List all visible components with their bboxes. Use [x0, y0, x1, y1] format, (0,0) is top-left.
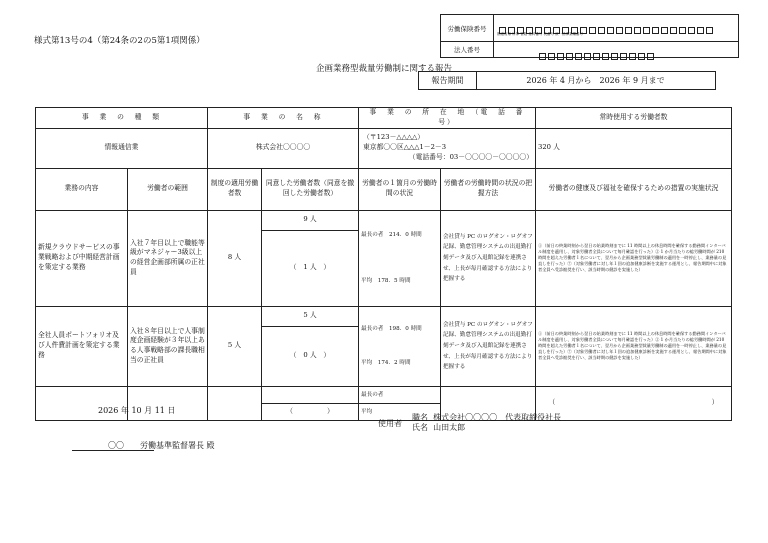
applied-count-1[interactable]: 8 人 [208, 210, 262, 306]
work-content-1[interactable]: 新規クラウドサービスの事業戦略および中期経営計画を策定する業務 [36, 210, 128, 306]
avg-hours-3[interactable]: 平均 [359, 403, 441, 420]
header-regular-workers: 常時使用する労働者数 [536, 108, 732, 129]
applied-count-3[interactable] [208, 386, 262, 420]
employer-block [412, 413, 561, 433]
applied-count-2[interactable]: 5 人 [208, 306, 262, 386]
withdrawn-count-1[interactable]: （ 1 人 ） [262, 230, 359, 306]
business-address-cell[interactable] [359, 128, 536, 168]
submission-destination[interactable]: 〇〇 労働基準監督署長 殿 [108, 441, 215, 450]
consent-count-2[interactable]: 5 人 [262, 306, 359, 326]
work-hours-cell-1[interactable] [359, 210, 441, 306]
health-measures-2[interactable]: ①（前日の終業時刻から翌日の始業時刻までに 11 時間以上の休息時間を確保する勤務間インターバル制度を適用し、対象労働者全員について毎月確認を行った）② 1 か月当たりの総労働時間が 210 時間を超えた労働者１名について、翌月から企画業務型裁量労働制の適用を一時停止し、業務量の見直しを行った）⑦（対象労働者に対し年１回の追加健康診断を実施する運用とし、報告期間中に対象者全員へ受診勧奨を行い、該当時期の健診を実施した） [536, 306, 732, 386]
header-applied-count: 制度の適用労働者数 [208, 168, 262, 210]
health-measures-1[interactable]: ①（前日の終業時刻から翌日の始業時刻までに 11 時間以上の休息時間を確保する勤務間インターバル制度を適用し、対象労働者全員について毎月確認を行った）② 1 か月当たりの総労働時間が 210 時間を超えた労働者１名について、翌月から企画業務型裁量労働制の適用を一時停止し、業務量の見直しを行った）⑦（対象労働者に対し年１回の追加健康診断を実施する運用とし、報告期間中に対象者全員へ受診勧奨を行い、該当時期の健診を実施した） [536, 210, 732, 306]
document-title: 企画業務型裁量労働制に関する報告 [315, 64, 452, 74]
grasp-method-2[interactable]: 会社貸与 PC のログオン・ログオフ記録、勤怠管理システムの出退勤打刻データ及び入退館記録を連携させ、上長が毎月確認する方法により把握する [441, 306, 536, 386]
header-work-hours: 労働者の１箇月の労働時間の状況 [359, 168, 441, 210]
header-business-type: 事 業 の 種 類 [36, 108, 208, 129]
consent-count-1[interactable]: 9 人 [262, 210, 359, 230]
max-hours-1: 最長の者 214．0 時間 [361, 232, 422, 239]
insurance-sublabels: 都道府県 所掌 管轄 基幹番号 枝番号 被一括事業場番号 [497, 32, 584, 36]
insurance-number-box [440, 14, 739, 58]
report-period-label: 報告期間 [418, 71, 477, 90]
business-name[interactable]: 株式会社〇〇〇〇 [208, 128, 359, 168]
header-consent-count: 同意した労働者数（同意を撤回した労働者数） [262, 168, 359, 210]
form-number: 様式第13号の4（第24条の2の5第1項関係） [34, 36, 205, 46]
header-worker-scope: 労働者の範囲 [128, 168, 208, 210]
employer-title-label: 職名 [412, 413, 428, 422]
consent-count-3[interactable] [262, 386, 359, 403]
grasp-method-1[interactable]: 会社貸与 PC のログオン・ログオフ記録、勤怠管理システムの出退勤打刻データ及び入退館記録を連携させ、上長が毎月確認する方法により把握する [441, 210, 536, 306]
employer-name-label: 氏名 [412, 423, 428, 432]
regular-workers[interactable]: 320 人 [536, 128, 732, 168]
business-type[interactable]: 情報通信業 [36, 128, 208, 168]
business-address: 東京都〇〇区△△△1－2－3 [363, 143, 447, 152]
health-measures-3[interactable]: （ ） [536, 386, 732, 420]
max-hours-2: 最長の者 198．0 時間 [361, 326, 422, 333]
avg-hours-2: 平均 174．2 時間 [361, 360, 411, 367]
employer-name[interactable]: 山田太郎 [433, 423, 466, 432]
withdrawn-count-3[interactable]: （ ） [262, 403, 359, 420]
work-content-2[interactable]: 全社人員ポートフォリオ及び人件費計画を策定する業務 [36, 306, 128, 386]
report-table [35, 107, 732, 421]
worker-scope-1[interactable]: 入社７年目以上で職能等級がマネジャー3級以上の経営企画部所属の正社員 [128, 210, 208, 306]
business-phone: （電話番号：03－〇〇〇〇－〇〇〇〇） [408, 153, 533, 162]
employer-label: 使用者 [378, 419, 402, 428]
postal-code: （〒123－△△△△） [363, 133, 425, 142]
header-business-name: 事 業 の 名 称 [208, 108, 359, 129]
avg-hours-1: 平均 178．5 時間 [361, 278, 411, 285]
work-hours-cell-2[interactable] [359, 306, 441, 386]
max-hours-3[interactable]: 最長の者 [359, 386, 441, 403]
report-period-value[interactable]: 2026 年 4 月から 2026 年 9 月まで [476, 71, 716, 90]
report-date[interactable]: 2026 年 10 月 11 日 [98, 406, 176, 415]
header-grasp-method: 労働者の労働時間の状況の把握方法 [441, 168, 536, 210]
worker-scope-2[interactable]: 入社８年目以上で人事制度企画経験が３年以上ある人事戦略部の課長職相当の正社員 [128, 306, 208, 386]
header-work-content: 業務の内容 [36, 168, 128, 210]
header-business-address: 事 業 の 所 在 地 （電 話 番 号） [359, 108, 536, 129]
withdrawn-count-2[interactable]: （ 0 人 ） [262, 326, 359, 386]
insurance-number-label: 労働保険番号 [441, 15, 494, 41]
header-health-measures: 労働者の健康及び福祉を確保するための措置の実施状況 [536, 168, 732, 210]
employer-title[interactable]: 株式会社〇〇〇〇 代表取締役社長 [433, 413, 562, 422]
corporate-number-label: 法人番号 [441, 42, 494, 57]
destination-underline [72, 450, 154, 451]
